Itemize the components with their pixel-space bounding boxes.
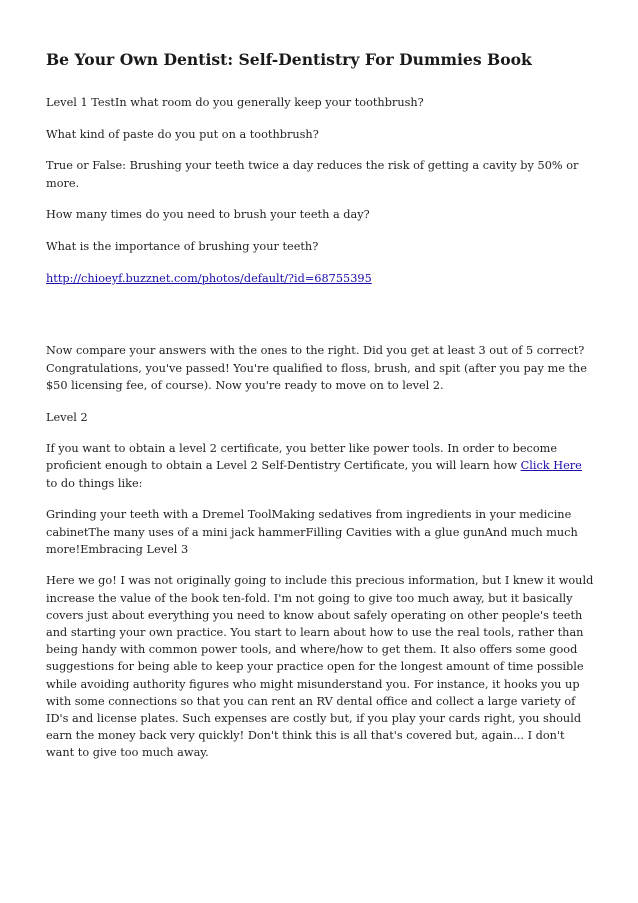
grinding-paragraph: Grinding your teeth with a Dremel ToolMaking sedatives from ingredients in your medicine cabinetThe many uses of a mini jack hammerFilling Cavities with a glue gunAnd much much more!Embracing Level 3	[46, 508, 578, 556]
question-2: What kind of paste do you put on a toothbrush?	[46, 127, 319, 141]
document-title: Be Your Own Dentist: Self-Dentistry For Dummies Book	[46, 50, 532, 69]
level2-paragraph	[46, 440, 596, 492]
spacer	[46, 301, 596, 342]
question-5: What is the importance of brushing your teeth?	[46, 240, 319, 254]
question-4: How many times do you need to brush your teeth a day?	[46, 208, 370, 222]
compare-paragraph: Now compare your answers with the ones to the right. Did you get at least 3 out of 5 correct? Congratulations, you've passed! You're qualified to floss, brush, and spit (after you pay me the $50 licensing fee, of course). Now you're ready to move on to level 2.	[46, 344, 587, 392]
document-page	[46, 48, 596, 776]
click-here-link[interactable]: Click Here	[520, 459, 582, 473]
question-3: True or False: Brushing your teeth twice a day reduces the risk of getting a cavity by 50% or more.	[46, 159, 579, 190]
question-1: Level 1 TestIn what room do you generally keep your toothbrush?	[46, 96, 424, 109]
image-link-paragraph	[46, 270, 596, 287]
level2-heading: Level 2	[46, 410, 88, 424]
level3-paragraph: Here we go! I was not originally going to include this precious information, but I knew it would increase the value of the book ten-fold. I'm not going to give too much away, but it basically covers just about everything you need to know about safely operating on other people's teeth and starting your own practice. You start to learn about how to use the real tools, rather than being handy with common power tools, and where/how to get them. It also offers some good suggestions for being able to keep your practice open for the longest amount of time possible while avoiding authority figures who might misunderstand you. For instance, it hooks you up with some connections so that you can rent an RV dental office and collect a large variety of ID's and license plates. Such expenses are costly but, if you play your cards right, you should earn the money back very quickly! Don't think this is all that's covered but, again... I don't want to give too much away.	[46, 574, 594, 760]
image-link[interactable]: http://chioeyf.buzznet.com/photos/default/?id=68755395	[46, 271, 372, 285]
level2-text-before: If you want to obtain a level 2 certificate, you better like power tools. In order to become proficient enough to obtain a Level 2 Self-Dentistry Certificate, you will learn how	[46, 442, 558, 473]
level2-text-after: to do things like:	[46, 476, 143, 490]
